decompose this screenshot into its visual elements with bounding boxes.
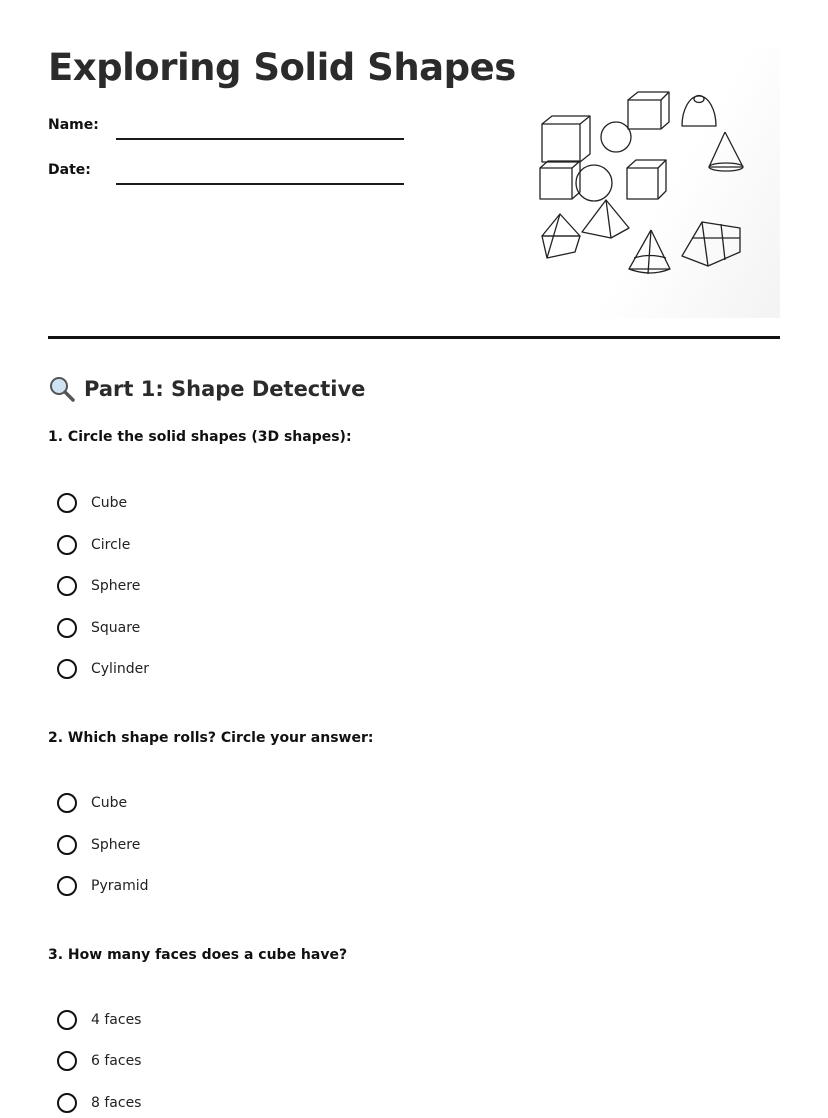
magnifying-glass-icon bbox=[48, 375, 76, 403]
hemisphere-drawing bbox=[682, 96, 716, 127]
radio-circle-icon[interactable] bbox=[57, 793, 77, 813]
name-answer-line[interactable] bbox=[116, 138, 404, 140]
radio-circle-icon[interactable] bbox=[57, 576, 77, 596]
radio-circle-icon[interactable] bbox=[57, 659, 77, 679]
radio-circle-icon[interactable] bbox=[57, 535, 77, 555]
q3-option-4-faces[interactable] bbox=[57, 1007, 141, 1033]
option-label: Cube bbox=[91, 495, 128, 511]
option-label: Cylinder bbox=[91, 661, 149, 677]
option-label: 8 faces bbox=[91, 1095, 142, 1111]
radio-circle-icon[interactable] bbox=[57, 876, 77, 896]
prism-drawing bbox=[682, 222, 740, 266]
q3-option-6-faces[interactable] bbox=[57, 1048, 141, 1074]
cube-drawing bbox=[627, 160, 666, 199]
solid-shapes-illustration bbox=[520, 48, 780, 318]
q1-option-square[interactable] bbox=[57, 615, 140, 641]
section-divider bbox=[48, 336, 780, 339]
name-label: Name: bbox=[48, 117, 99, 133]
question-1: 1. Circle the solid shapes (3D shapes): bbox=[48, 429, 352, 445]
date-label: Date: bbox=[48, 162, 91, 178]
part1-heading-text: Part 1: Shape Detective bbox=[84, 377, 366, 401]
option-label: Square bbox=[91, 620, 141, 636]
cone-drawing bbox=[629, 230, 670, 274]
question-2: 2. Which shape rolls? Circle your answer: bbox=[48, 730, 374, 746]
prism-drawing bbox=[542, 214, 580, 258]
q3-option-8-faces[interactable] bbox=[57, 1090, 141, 1116]
q1-option-sphere[interactable] bbox=[57, 573, 140, 599]
pyramid-drawing bbox=[582, 200, 629, 238]
q1-option-circle[interactable] bbox=[57, 532, 130, 558]
question-3: 3. How many faces does a cube have? bbox=[48, 947, 348, 963]
radio-circle-icon[interactable] bbox=[57, 835, 77, 855]
q2-option-cube[interactable] bbox=[57, 790, 127, 816]
option-label: 6 faces bbox=[91, 1053, 142, 1069]
radio-circle-icon[interactable] bbox=[57, 493, 77, 513]
part1-heading bbox=[48, 374, 365, 404]
option-label: Cube bbox=[91, 795, 128, 811]
radio-circle-icon[interactable] bbox=[57, 618, 77, 638]
date-field[interactable] bbox=[48, 162, 408, 186]
option-label: Sphere bbox=[91, 837, 141, 853]
cube-drawing bbox=[628, 92, 669, 129]
radio-circle-icon[interactable] bbox=[57, 1093, 77, 1113]
option-label: Pyramid bbox=[91, 878, 149, 894]
worksheet-title: Exploring Solid Shapes bbox=[48, 46, 516, 89]
q2-option-sphere[interactable] bbox=[57, 832, 140, 858]
radio-circle-icon[interactable] bbox=[57, 1010, 77, 1030]
radio-circle-icon[interactable] bbox=[57, 1051, 77, 1071]
option-label: 4 faces bbox=[91, 1012, 142, 1028]
cone-drawing bbox=[709, 132, 743, 171]
date-answer-line[interactable] bbox=[116, 183, 404, 185]
cube-drawing bbox=[542, 116, 590, 162]
option-label: Sphere bbox=[91, 578, 141, 594]
cube-drawing bbox=[540, 161, 580, 199]
q1-option-cube[interactable] bbox=[57, 490, 127, 516]
name-field[interactable] bbox=[48, 117, 408, 141]
circle-drawing bbox=[601, 122, 631, 152]
q2-option-pyramid[interactable] bbox=[57, 873, 148, 899]
sphere-drawing bbox=[576, 165, 612, 201]
q1-option-cylinder[interactable] bbox=[57, 656, 149, 682]
option-label: Circle bbox=[91, 537, 131, 553]
